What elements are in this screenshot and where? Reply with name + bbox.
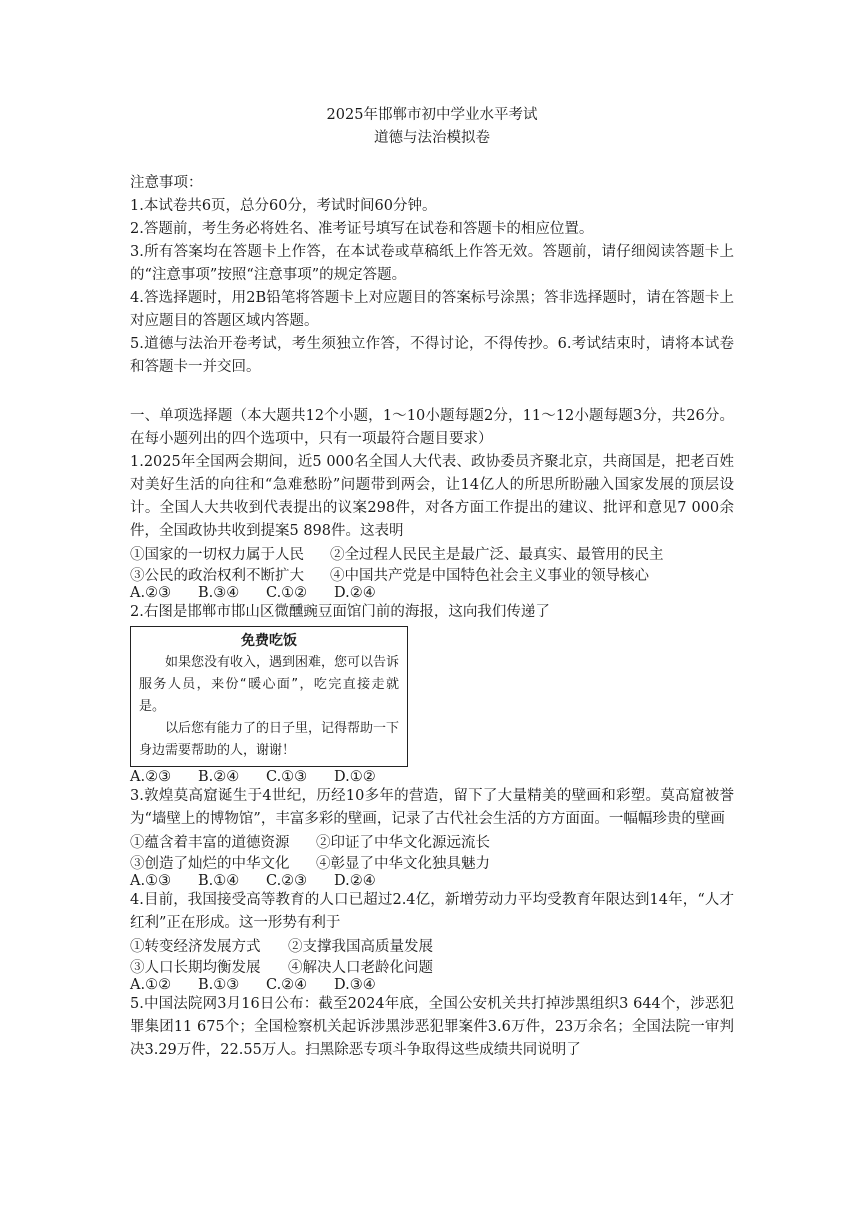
question-3-statements-row1 [130,831,734,852]
exam-subtitle: 道德与法治模拟卷 [374,130,490,146]
statement: ②印证了中华文化源远流长 [316,835,490,851]
statement: ③创造了灿烂的中华文化 [130,856,290,872]
statement: ①蕴含着丰富的道德资源 [130,835,290,851]
question-4-statements-row2 [130,956,734,977]
poster-title: 免费吃饭 [241,633,297,649]
statement: ③人口长期均衡发展 [130,960,261,976]
choice-c: C.①② [266,585,308,601]
choice-d: D.①② [334,769,376,785]
question-1-stem: 1.2025年全国两会期间，近5 000名全国人大代表、政协委员齐聚北京，共商国是，把老百姓对美好生活的向往和“急难愁盼”问题带到两会，让14亿人的所思所盼融入国家发展的顶层设计。全国人大共收到代表提出的议案298件，对各方面工作提出的建议、批评和意见7 000余件，全国政协共收到提案5 898件。这表明 [130,454,734,539]
question-5-stem: 5.中国法院网3月16日公布：截至2024年底，全国公安机关共打掉涉黑组织3 644个，涉恶犯罪集团11 675个；全国检察机关起诉涉黑涉恶犯罪案件3.6万件，23万余名；全国法院一审判决3.29万件，22.55万人。扫黑除恶专项斗争取得这些成绩共同说明了 [130,996,734,1058]
choice-d: D.②④ [334,585,376,601]
question-3-stem: 3.敦煌莫高窟诞生于4世纪，历经10多年的营造，留下了大量精美的壁画和彩塑。莫高窟被誉为“墙壁上的博物馆”，丰富多彩的壁画，记录了古代社会生活的方方面面。一幅幅珍贵的壁画 [130,788,734,827]
choice-c: C.①③ [266,769,308,785]
statement: ③公民的政治权利不断扩大 [130,568,304,584]
section-heading: 一、单项选择题（本大题共12个小题，1～10小题每题2分，11～12小题每题3分，共26分。在每小题列出的四个选项中，只有一项最符合题目要求） [130,408,734,447]
note-3: 3.所有答案均在答题卡上作答，在本试卷或草稿纸上作答无效。答题前，请仔细阅读答题卡上的“注意事项”按照“注意事项”的规定答题。 [130,244,734,283]
question-3-choices [130,873,734,889]
poster-paragraph: 以后您有能力了的日子里，记得帮助一下身边需要帮助的人，谢谢！ [139,721,400,758]
statement: ④彰显了中华文化独具魅力 [316,856,490,872]
choice-a: A.①② [130,977,172,993]
choice-b: B.①③ [198,977,240,993]
question-1-statements-row1 [130,543,734,564]
choice-d: D.③④ [334,977,376,993]
choice-b: B.①④ [198,873,240,889]
note-5: 5.道德与法治开卷考试，考生须独立作答，不得讨论，不得传抄。6.考试结束时，请将本试卷和答题卡一并交回。 [130,336,734,375]
choice-a: A.②③ [130,585,172,601]
choice-d: D.②④ [334,873,376,889]
choice-a: A.①③ [130,873,172,889]
statement: ②全过程人民民主是最广泛、最真实、最管用的民主 [330,547,664,563]
statement: ④中国共产党是中国特色社会主义事业的领导核心 [330,568,649,584]
choice-b: B.②④ [198,769,240,785]
statement: ④解决人口老龄化问题 [288,960,433,976]
statement: ①国家的一切权力属于人民 [130,547,304,563]
statement: ②支撑我国高质量发展 [288,939,433,955]
question-2-choices [130,769,734,785]
note-1: 1.本试卷共6页，总分60分，考试时间60分钟。 [130,198,437,214]
question-4-stem: 4.目前，我国接受高等教育的人口已超过2.4亿，新增劳动力平均受教育年限达到14年，“人才红利”正在形成。这一形势有利于 [130,892,734,931]
choice-b: B.③④ [198,585,240,601]
poster-box [130,626,408,767]
question-2-stem: 2.右图是邯郸市邯山区微醺豌豆面馆门前的海报，这向我们传递了 [130,604,550,620]
choice-c: C.②③ [266,873,308,889]
choice-c: C.②④ [266,977,308,993]
question-4-statements-row1 [130,935,734,956]
question-3-statements-row2 [130,852,734,873]
note-4: 4.答选择题时，用2B铅笔将答题卡上对应题目的答案标号涂黑；答非选择题时，请在答题卡上对应题目的答题区域内答题。 [130,290,734,329]
choice-a: A.②③ [130,769,172,785]
exam-title: 2025年邯郸市初中学业水平考试 [326,107,538,123]
note-2: 2.答题前，考生务必将姓名、准考证号填写在试卷和答题卡的相应位置。 [130,221,594,237]
question-1-choices [130,585,734,601]
question-1-statements-row2 [130,564,734,585]
statement: ①转变经济发展方式 [130,939,261,955]
notes-heading: 注意事项： [130,175,203,191]
exam-page [130,100,734,1062]
question-4-choices [130,977,734,993]
poster-paragraph: 如果您没有收入，遇到困难，您可以告诉服务人员，来份“暖心面”，吃完直接走就是。 [139,655,400,714]
